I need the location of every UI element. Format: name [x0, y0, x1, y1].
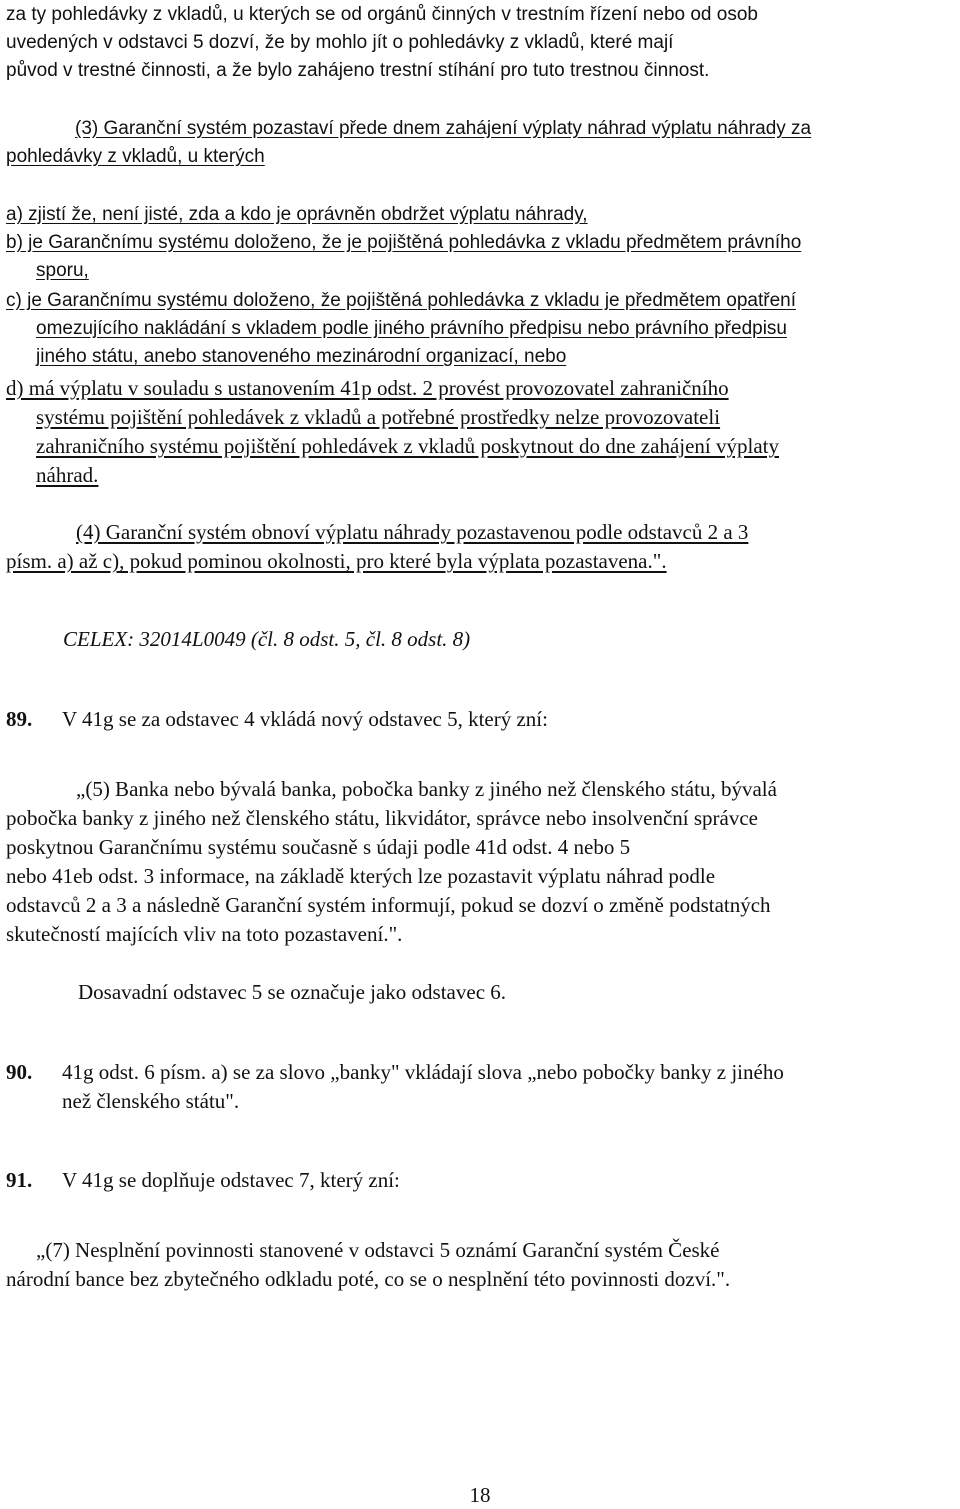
section-91-number: 91. — [6, 1168, 33, 1192]
section-89-quote-line-5: odstavců 2 a 3 a následně Garanční systém informují, pokud se dozví o změně podstatných — [6, 893, 771, 917]
section-89-quote-line-6: skutečností majících vliv na toto pozastavení.". — [6, 922, 403, 946]
celex-reference: CELEX: 32014L0049 (čl. 8 odst. 5, čl. 8 odst. 8) — [63, 627, 471, 651]
paragraph-4-line-1: (4) Garanční systém obnoví výplatu náhrady pozastavenou podle odstavců 2 a 3 — [76, 520, 749, 544]
section-89-text: V 41g se za odstavec 4 vkládá nový odstavec 5, který zní: — [62, 707, 548, 731]
paragraph-3-line-2: pohledávky z vkladů, u kterých — [6, 146, 265, 167]
section-89-after-text: Dosavadní odstavec 5 se označuje jako odstavec 6. — [78, 980, 507, 1004]
page-number: 18 — [469, 1483, 491, 1507]
section-91-quote-line-1: „(7) Nesplnění povinnosti stanovené v odstavci 5 oznámí Garanční systém České — [36, 1238, 720, 1262]
paragraph-4-line-2: písm. a) až c), pokud pominou okolnosti, pro které byla výplata pozastavena.". — [6, 549, 667, 573]
section-89-quote-line-1: „(5) Banka nebo bývalá banka, pobočka banky z jiného než členského státu, bývalá — [76, 777, 777, 801]
paragraph-3-line-1: (3) Garanční systém pozastaví přede dnem zahájení výplaty náhrad výplatu náhrady za — [75, 118, 812, 139]
item-d-line-3: zahraničního systému pojištění pohledávek z vkladů poskytnout do dne zahájení výplaty — [36, 434, 779, 458]
section-89-number: 89. — [6, 707, 33, 731]
section-90-number: 90. — [6, 1060, 33, 1084]
section-89-quote-line-2: pobočka banky z jiného než členského státu, likvidátor, správce nebo insolvenční správce — [6, 806, 759, 830]
section-90-line-2: než členského státu". — [62, 1089, 240, 1113]
section-91-quote-line-2: národní bance bez zbytečného odkladu poté, co se o nesplnění této povinnosti dozví.". — [6, 1267, 731, 1291]
item-a: a) zjistí že, není jisté, zda a kdo je oprávněn obdržet výplatu náhrady, — [6, 204, 588, 225]
section-90-line-1: 41g odst. 6 písm. a) se za slovo „banky" vkládají slova „nebo pobočky banky z jiného — [62, 1060, 784, 1084]
top-line-3: původ v trestné činnosti, a že bylo zahájeno trestní stíhání pro tuto trestnou činnost. — [6, 60, 710, 81]
item-b-line-2: sporu, — [36, 260, 89, 281]
item-d-line-4: náhrad. — [36, 463, 99, 487]
item-c-line-2: omezujícího nakládání s vkladem podle jiného právního předpisu nebo právního předpisu — [36, 318, 787, 339]
section-89-quote-line-3: poskytnou Garančnímu systému současně s údaji podle 41d odst. 4 nebo 5 — [6, 835, 631, 859]
item-c-line-3: jiného státu, anebo stanoveného mezinárodní organizací, nebo — [36, 346, 567, 367]
top-line-2: uvedených v odstavci 5 dozví, že by mohlo jít o pohledávky z vkladů, které mají — [6, 32, 674, 53]
item-d-line-1: d) má výplatu v souladu s ustanovením 41p odst. 2 provést provozovatel zahraničního — [6, 376, 729, 400]
item-c-line-1: c) je Garančnímu systému doloženo, že pojištěná pohledávka z vkladu je předmětem opatření — [6, 290, 796, 311]
section-91-text: V 41g se doplňuje odstavec 7, který zní: — [62, 1168, 400, 1192]
top-line-1: za ty pohledávky z vkladů, u kterých se od orgánů činných v trestním řízení nebo od osob — [6, 4, 758, 25]
item-d-line-2: systému pojištění pohledávek z vkladů a potřebné prostředky nelze provozovateli — [36, 405, 721, 429]
item-b-line-1: b) je Garančnímu systému doloženo, že je pojištěná pohledávka z vkladu předmětem právního — [6, 232, 802, 253]
section-89-quote-line-4: nebo 41eb odst. 3 informace, na základě kterých lze pozastavit výplatu náhrad podle — [6, 864, 716, 888]
